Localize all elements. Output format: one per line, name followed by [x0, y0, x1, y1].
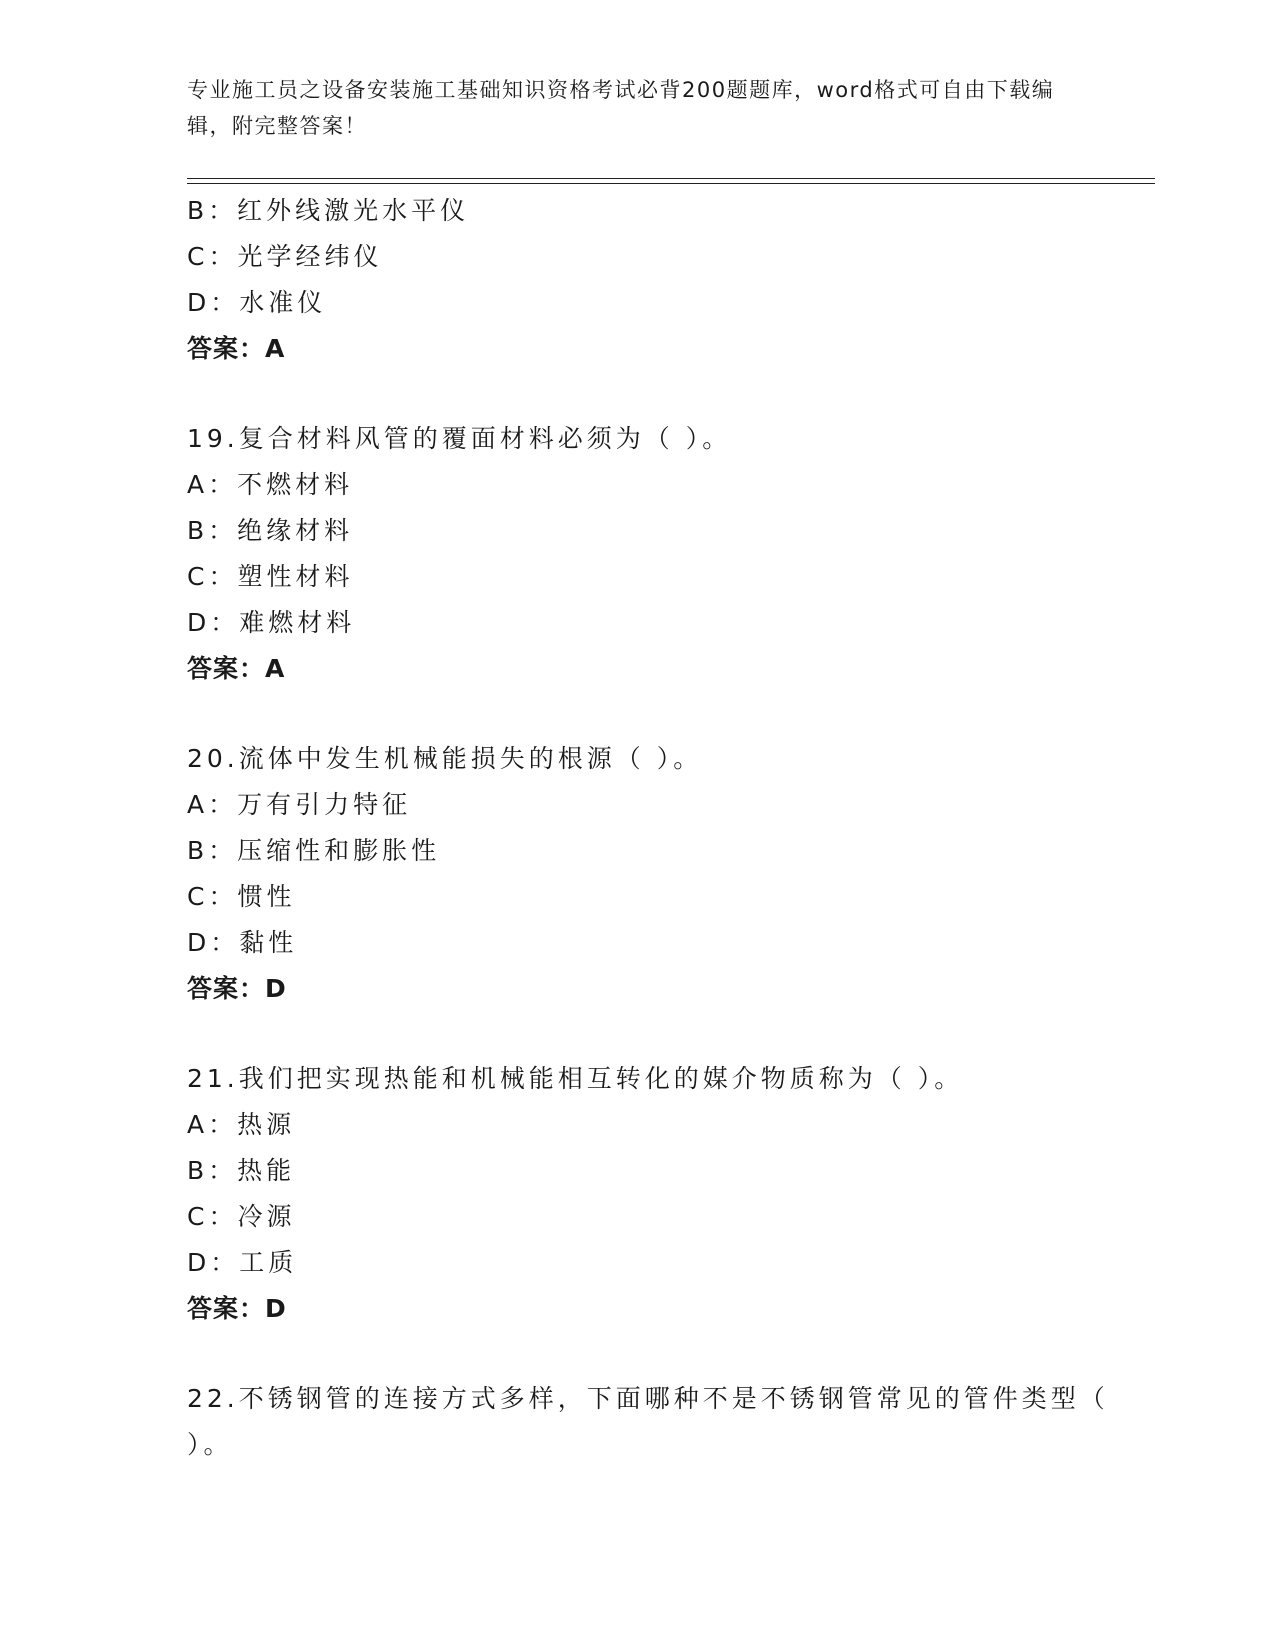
answer: 答案：A — [187, 654, 286, 683]
answer: 答案：D — [187, 974, 287, 1003]
question-18-partial — [187, 188, 1147, 372]
question-19 — [187, 416, 1147, 692]
option-d: D：黏性 — [187, 928, 298, 957]
option-b: B：热能 — [187, 1156, 296, 1185]
option-b: B：绝缘材料 — [187, 516, 354, 545]
option-d: D：难燃材料 — [187, 608, 356, 637]
option-b: B：红外线激光水平仪 — [187, 196, 470, 225]
option-b: B：压缩性和膨胀性 — [187, 836, 441, 865]
option-c: C：光学经纬仪 — [187, 242, 383, 271]
option-c: C：冷源 — [187, 1202, 296, 1231]
option-a: A：不燃材料 — [187, 470, 354, 499]
question-21 — [187, 1056, 1147, 1332]
question-stem: 21.我们把实现热能和机械能相互转化的媒介物质称为（ ）。 — [187, 1064, 964, 1093]
question-stem: 19.复合材料风管的覆面材料必须为（ ）。 — [187, 424, 732, 453]
option-a: A：万有引力特征 — [187, 790, 412, 819]
question-stem: 20.流体中发生机械能损失的根源（ ）。 — [187, 744, 703, 773]
option-c: C：塑性材料 — [187, 562, 354, 591]
question-20 — [187, 736, 1147, 1012]
answer: 答案：A — [187, 334, 286, 363]
header-divider-top — [187, 178, 1155, 179]
question-stem: 22.不锈钢管的连接方式多样，下面哪种不是不锈钢管常见的管件类型（ ）。 — [187, 1384, 1109, 1459]
answer: 答案：D — [187, 1294, 287, 1323]
option-d: D：水准仪 — [187, 288, 327, 317]
header-divider-bottom — [187, 183, 1155, 184]
document-header: 专业施工员之设备安装施工基础知识资格考试必背200题题库，word格式可自由下载编辑，附完整答案！ — [187, 78, 1055, 138]
question-list — [187, 188, 1147, 1468]
option-d: D：工质 — [187, 1248, 298, 1277]
option-c: C：惯性 — [187, 882, 296, 911]
option-a: A：热源 — [187, 1110, 296, 1139]
question-22 — [187, 1376, 1147, 1468]
